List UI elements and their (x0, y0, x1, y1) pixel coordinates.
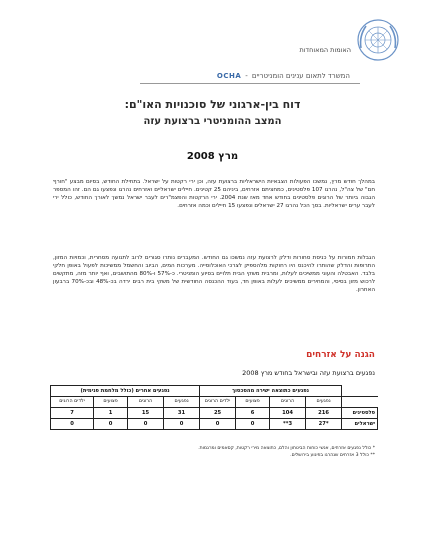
group-header-other: נפגעים אחרים (כולל מלחמת פנימית) (51, 386, 200, 397)
footnote-2: ** כולל 3 אזרחים שנהרגו בפיגוע בירושלים. (290, 453, 375, 458)
cell-value: *27 (306, 419, 342, 430)
paragraph-1: במהלך חודש מרץ, נמשכו הפעולות הצבאיות הישראליות ברצועת עזה, וכן ירי רקטות על ישראל. בתחילת החודש, בסיום מבצע "חורף חם" של צה"ל, נהרגו 107 פלסטינים, כמחציתם אזרחים, ביניהם 25 קטינים. חיילים ישראליים ואזרחים נהרגו ונפצעו גם הם. זהו המספר הגבוה ביותר של הרוגים פלסטינים בחודש אחד מאז שנת 2004. ירי הרקטות והפצמ"רים לעבר ישראל נמשך לאורך החודש, כולל ירי לעבר ערים ישראליות. בסך הכל נהרגו 27 ישראלים ונפצעו 15 חיילים וכמה אזרחים. (53, 179, 375, 210)
row-label: פלסטינים (342, 408, 378, 419)
table-row (51, 419, 378, 430)
subhead-children-killed: ילדים הרוגים (200, 397, 236, 408)
table-group-header-row (51, 386, 378, 397)
cell-value: 0 (164, 419, 200, 430)
subhead-injured: פצועים (236, 397, 270, 408)
table-subheader-row (51, 397, 378, 408)
subhead-killed: הרוגים (270, 397, 306, 408)
cell-value: 15 (128, 408, 164, 419)
subhead-injured: פצועים (94, 397, 128, 408)
cell-value: 104 (270, 408, 306, 419)
office-name: המשרד לתאום ענינים הומניטריים (251, 71, 350, 80)
subhead-children-killed: ילדים הרוגים (51, 397, 94, 408)
report-date: מרץ 2008 (186, 151, 239, 162)
report-subtitle: המצב ההומניטרי ברצועת עזה (143, 116, 282, 127)
table-caption: נפגעים ברצועת עזה ובישראל בחודש מרץ 2008 (242, 369, 375, 377)
cell-value: 7 (51, 408, 94, 419)
office-line (150, 70, 350, 81)
office-abbr: OCHA (216, 71, 242, 80)
report-title: דוח בין-ארגוני של סוכנויות האו"ם: (124, 98, 301, 111)
cell-value: 3** (270, 419, 306, 430)
section-heading: הגנה על אזרחים (306, 350, 375, 360)
paragraph-2: הגבלות חמורות על כניסת סחורות ודלק לרצועת עזה נמשכו גם החודש. המעברים נותרו סגורים לרוב לתנועה מסחרית, וכמויות המזון, התרופות והדלק שהותרו להיכנס היו רחוקות מלהספיק לצרכי האוכלוסייה. מערכות המים, הביוב והחשמל ממשיכות לפעול באופן חלקי בלבד. האבטלה והעוני ממשיכים לעלות, ומרבית משקי הבית תלויים בסיוע הומניטרי. כ-57% ו-80% מהתושבים, ואף יותר מזה, מתקשים לרכוש מזון בסיסי, והמחירים ממשיכים לעלות באופן חד, בעוד ההכנסה החודשית של משקי בית רבים ירדה בכ-48% ובכ-70% ברבעון האחרון. (53, 255, 376, 294)
cell-value: 1 (94, 408, 128, 419)
row-label: ישראלים (342, 419, 378, 430)
table-corner-cell (342, 397, 378, 408)
group-header-direct: נפגעים כתוצאה ישירה מהסכסוך (200, 386, 342, 397)
cell-value: 0 (128, 419, 164, 430)
subhead-killed: הרוגים (128, 397, 164, 408)
cell-value: 6 (236, 408, 270, 419)
cell-value: 0 (200, 419, 236, 430)
cell-value: 0 (94, 419, 128, 430)
subhead-casualties: נפגעים (306, 397, 342, 408)
table-corner-cell (342, 386, 378, 397)
un-emblem-icon (356, 18, 400, 62)
footnote-1: * כולל נפגעים אזרחים, אנשי כוחות הביטחון והלם, כתוצאה מירי רקטות, קסאמים ומרגמות. (198, 446, 375, 451)
cell-value: 0 (51, 419, 94, 430)
cell-value: 25 (200, 408, 236, 419)
table-row (51, 408, 378, 419)
casualties-table (50, 385, 378, 430)
cell-value: 31 (164, 408, 200, 419)
organization-name: האומות המאוחדות (299, 46, 351, 54)
office-dash: - (245, 71, 248, 80)
cell-value: 0 (236, 419, 270, 430)
cell-value: 216 (306, 408, 342, 419)
header-divider (140, 83, 360, 84)
subhead-casualties: נפגעים (164, 397, 200, 408)
